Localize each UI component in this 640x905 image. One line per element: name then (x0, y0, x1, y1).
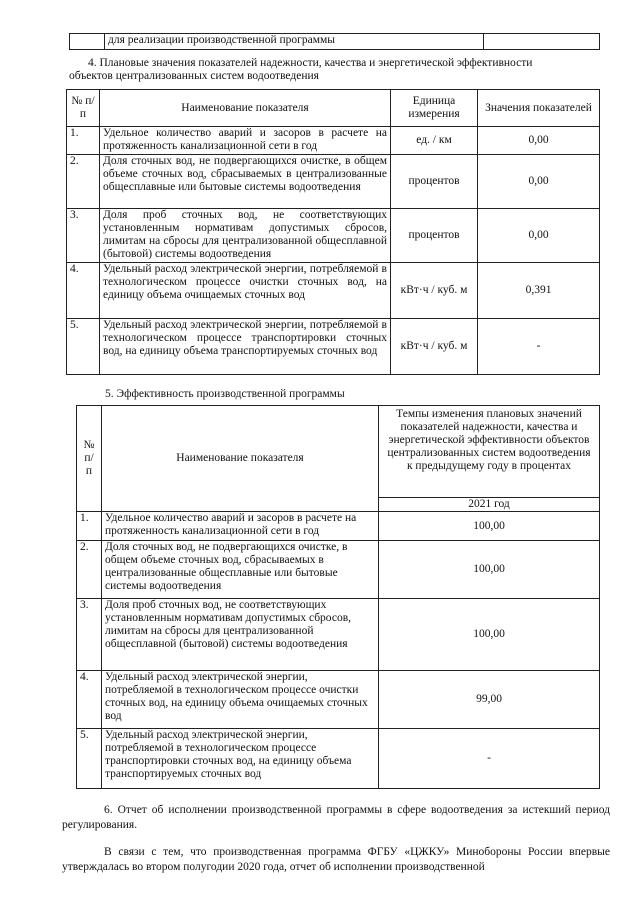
s5-header-year: 2021 год (379, 498, 600, 512)
s5-row-num: 1. (77, 512, 102, 541)
s5-header-num: № п/ п (77, 406, 102, 512)
table-row (77, 541, 600, 599)
s5-row-value: 100,00 (379, 599, 600, 671)
s4-row-unit: ед. / км (391, 127, 478, 155)
s4-row-num: 2. (67, 155, 100, 209)
s4-row-value: 0,00 (478, 127, 600, 155)
section4-title-line1: 4. Плановые значения показателей надежности, качества и энергетической эффективности (88, 57, 533, 69)
s4-header-unit: Единица измерения (391, 90, 478, 127)
table-row (77, 729, 600, 789)
top-fragment-num-cell (70, 34, 105, 50)
s4-row-name: Доля сточных вод, не подвергающихся очистке, в общем объеме сточных вод, сбрасываемых в централизованные общесплавные или бытовые системы водоотведения (100, 155, 391, 209)
s4-row-unit: кВт·ч / куб. м (391, 319, 478, 375)
table-row (67, 127, 600, 155)
s5-row-value: - (379, 729, 600, 789)
s4-row-value: 0,391 (478, 263, 600, 319)
s4-row-num: 4. (67, 263, 100, 319)
s4-row-num: 1. (67, 127, 100, 155)
s4-row-value: 0,00 (478, 209, 600, 263)
s4-header-value: Значения показателей (478, 90, 600, 127)
s5-row-num: 3. (77, 599, 102, 671)
top-fragment-empty-cell (484, 34, 600, 50)
top-fragment-table (69, 33, 600, 50)
s4-row-value: - (478, 319, 600, 375)
s5-row-value: 100,00 (379, 512, 600, 541)
s5-header-rate: Темпы изменения плановых значений показателей надежности, качества и энергетической эффективности объектов централизованных систем водоотведения к предыдущему году в процентах (379, 406, 600, 498)
table-row (67, 209, 600, 263)
table-row (67, 319, 600, 375)
s4-row-name: Удельный расход электрической энергии, потребляемой в технологическом процессе транспортировки сточных вод, на единицу объема транспортируемых сточных вод (100, 319, 391, 375)
s4-row-name: Доля проб сточных вод, не соответствующих установленным нормативам допустимых сбросов, лимитам на сбросы для централизованной общесплавной (бытовой) системы водоотведения (100, 209, 391, 263)
s5-row-name: Доля сточных вод, не подвергающихся очистке, в общем объеме сточных вод, сбрасываемых в централизованные общесплавные или бытовые системы водоотведения (102, 541, 379, 599)
s4-row-name: Удельный расход электрической энергии, потребляемой в технологическом процессе очистки сточных вод, на единицу объема очищаемых сточных вод (100, 263, 391, 319)
s4-row-unit: процентов (391, 209, 478, 263)
section6-paragraph: 6. Отчет об исполнении производственной программы в сфере водоотведения за истекший период регулирования. (62, 804, 610, 831)
section5-table (76, 405, 600, 789)
s5-row-num: 4. (77, 671, 102, 729)
s5-row-name: Удельное количество аварий и засоров в расчете на протяженность канализационной сети в год (102, 512, 379, 541)
s5-row-value: 99,00 (379, 671, 600, 729)
s5-row-value: 100,00 (379, 541, 600, 599)
s5-row-num: 5. (77, 729, 102, 789)
table-row (77, 599, 600, 671)
s4-row-num: 3. (67, 209, 100, 263)
section6-paragraph2: В связи с тем, что производственная программа ФГБУ «ЦЖКУ» Минобороны России впервые утверждалась во втором полугодии 2020 года, отчет об исполнении производственной (62, 846, 610, 873)
table-row (77, 671, 600, 729)
top-fragment-text: для реализации производственной программы (105, 34, 484, 50)
s5-row-num: 2. (77, 541, 102, 599)
s5-row-name: Удельный расход электрической энергии, потребляемой в технологическом процессе очистки сточных вод, на единицу объема очищаемых сточных вод (102, 671, 379, 729)
section5-title: 5. Эффективность производственной программы (105, 388, 345, 400)
s4-row-name: Удельное количество аварий и засоров в расчете на протяженность канализационной сети в год (100, 127, 391, 155)
s4-row-unit: кВт·ч / куб. м (391, 263, 478, 319)
s5-row-name: Доля проб сточных вод, не соответствующих установленным нормативам допустимых сбросов, лимитам на сбросы для централизованной общесплавной (бытовой) системы водоотведения (102, 599, 379, 671)
s4-header-name: Наименование показателя (100, 90, 391, 127)
table-row (67, 155, 600, 209)
s4-row-value: 0,00 (478, 155, 600, 209)
section4-table (66, 89, 600, 375)
s4-row-num: 5. (67, 319, 100, 375)
table-row (77, 512, 600, 541)
s4-row-unit: процентов (391, 155, 478, 209)
section4-title-line2: объектов централизованных систем водоотведения (69, 70, 319, 82)
table-row (67, 263, 600, 319)
s5-header-name: Наименование показателя (102, 406, 379, 512)
s4-header-num: № п/п (67, 90, 100, 127)
s5-row-name: Удельный расход электрической энергии, потребляемой в технологическом процессе транспортировки сточных вод, на единицу объема транспортируемых сточных вод (102, 729, 379, 789)
